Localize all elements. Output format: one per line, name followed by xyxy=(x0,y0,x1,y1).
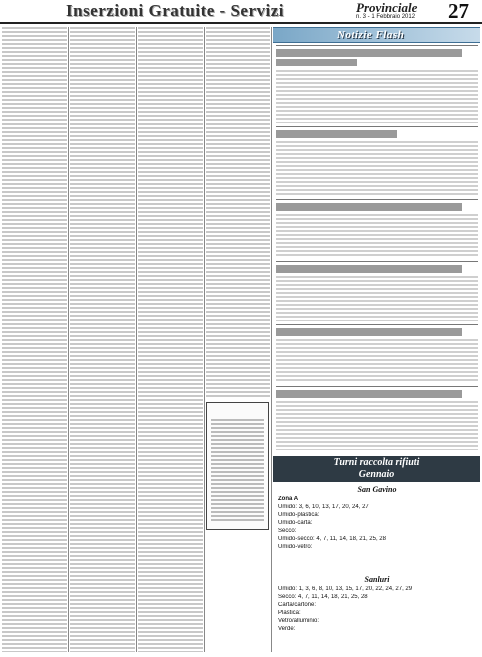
news-brief-headline xyxy=(276,390,462,398)
news-brief-headline xyxy=(276,328,462,336)
column-divider xyxy=(204,27,205,652)
news-brief-body xyxy=(276,70,478,123)
news-brief-body xyxy=(276,141,478,196)
schedule-row: Umido-secco: 4, 7, 11, 14, 18, 21, 25, 28 xyxy=(278,536,386,542)
news-brief-headline xyxy=(276,130,397,138)
promo-box xyxy=(206,402,269,530)
schedule-row-days: 3, 6, 10, 13, 17, 20, 24, 27 xyxy=(298,504,369,510)
schedule-row-days: 4, 7, 11, 14, 18, 21, 25, 28 xyxy=(316,536,386,542)
news-brief-headline xyxy=(276,49,462,57)
classifieds-column-4 xyxy=(206,27,270,397)
news-brief-body xyxy=(276,339,478,383)
schedule-row: Verde: xyxy=(278,626,296,632)
schedule-row-label: Umido xyxy=(278,586,296,592)
schedule-row: Vetro/alluminio: xyxy=(278,618,320,624)
news-brief xyxy=(276,324,478,385)
schedule-row-label: Vetro/alluminio xyxy=(278,618,318,624)
schedule-row-label: Secco xyxy=(278,594,295,600)
schedule-row-label: Umido-vetro xyxy=(278,544,311,550)
schedule-row: Plastica: xyxy=(278,610,301,616)
news-brief xyxy=(276,386,478,452)
schedule-row-label: Umido-carta xyxy=(278,520,311,526)
schedule-row: Umido: 3, 6, 10, 13, 17, 20, 24, 27 xyxy=(278,504,369,510)
schedule-row-label: Carta/cartone xyxy=(278,602,315,608)
schedule-row: Umido-plastica: xyxy=(278,512,320,518)
news-brief-body xyxy=(276,276,478,321)
schedule-row: Umido-vetro: xyxy=(278,544,313,550)
column-divider xyxy=(271,27,272,652)
schedule-row-label: Umido xyxy=(278,504,296,510)
schedule-row-label: Verde xyxy=(278,626,294,632)
schedule-row: Secco: xyxy=(278,528,297,534)
waste-collection-banner xyxy=(273,456,480,482)
schedule-row-label: Plastica xyxy=(278,610,300,616)
news-brief-body xyxy=(276,401,478,450)
news-brief xyxy=(276,126,478,198)
news-brief-headline xyxy=(276,203,462,211)
schedule-row xyxy=(278,496,478,504)
schedule-row: Carta/cartone: xyxy=(278,602,317,608)
column-divider xyxy=(136,27,137,652)
schedule-row: Secco: 4, 7, 11, 14, 18, 21, 25, 28 xyxy=(278,594,368,600)
classifieds-column-1 xyxy=(2,27,67,652)
schedule-row-label: Secco xyxy=(278,528,295,534)
schedule-row-days: 4, 7, 11, 14, 18, 21, 25, 28 xyxy=(298,594,368,600)
news-brief-body xyxy=(276,214,478,258)
page-header xyxy=(0,0,482,24)
news-brief xyxy=(276,261,478,323)
schedule-row-label: Zona A xyxy=(278,496,299,502)
brand-name: Provinciale xyxy=(356,0,418,15)
classifieds-column-2 xyxy=(70,27,135,652)
page-number: 27 xyxy=(448,0,469,23)
schedule-row-label: Umido-secco xyxy=(278,536,314,542)
news-brief-headline xyxy=(276,59,357,66)
schedule-town-heading: Sanluri xyxy=(364,575,390,584)
news-flash-banner xyxy=(273,27,480,43)
schedule-row-days: 1, 3, 6, 8, 10, 13, 15, 17, 20, 22, 24, 27, 29 xyxy=(298,586,413,592)
schedule-row-label: Umido-plastica xyxy=(278,512,318,518)
news-flash-title: Notizie Flash xyxy=(337,29,405,41)
issue-date: n. 3 - 1 Febbraio 2012 xyxy=(356,14,416,20)
waste-collection-title: Turni raccolta rifiuti xyxy=(333,457,420,468)
waste-collection-month: Gennaio xyxy=(358,469,395,480)
news-brief xyxy=(276,45,478,125)
news-brief-headline xyxy=(276,265,462,273)
news-brief xyxy=(276,199,478,260)
section-title: Inserzioni Gratuite - Servizi xyxy=(66,1,284,20)
promo-text xyxy=(211,419,264,523)
schedule-town-heading: San Gavino xyxy=(357,485,397,494)
column-divider xyxy=(68,27,69,652)
schedule-row: Umido-carta: xyxy=(278,520,313,526)
classifieds-column-3 xyxy=(138,27,203,652)
schedule-row: Umido: 1, 3, 6, 8, 10, 13, 15, 17, 20, 22, 24, 27, 29 xyxy=(278,586,413,592)
newspaper-brand xyxy=(356,1,418,21)
